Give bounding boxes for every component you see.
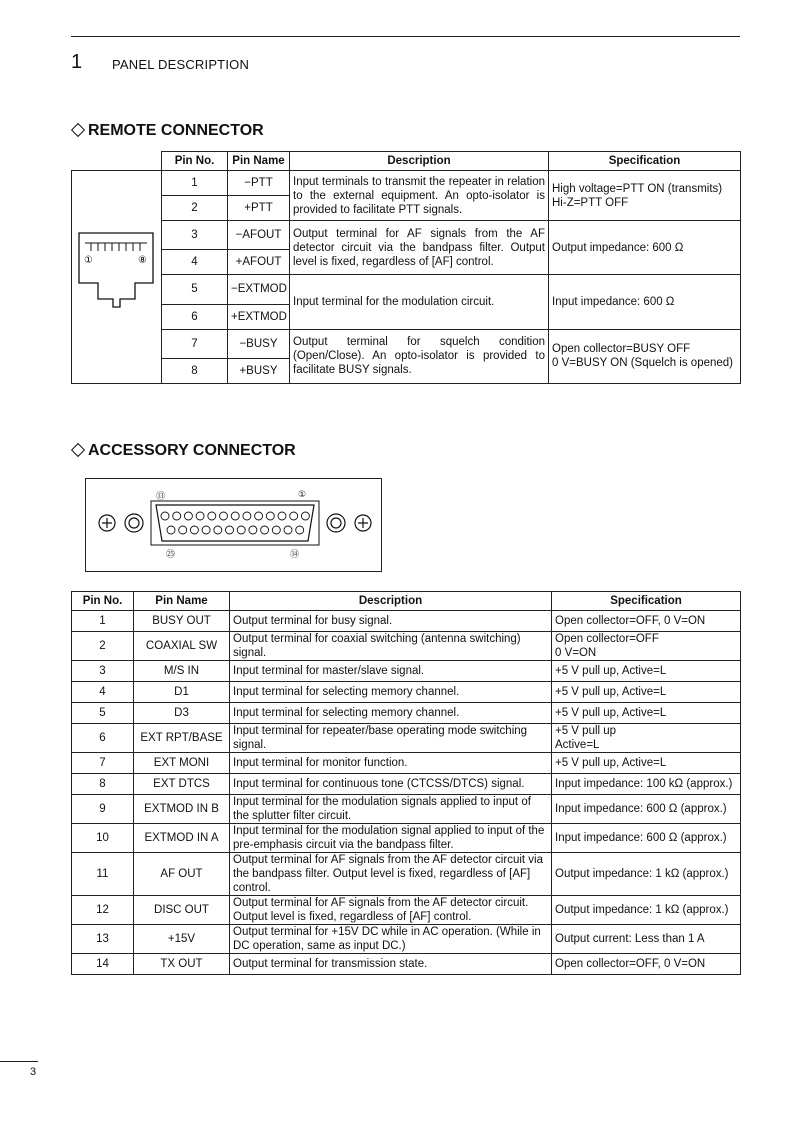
chapter-title: PANEL DESCRIPTION: [112, 57, 250, 72]
description: Input terminal for continuous tone (CTCSS/DTCS) signal.: [230, 774, 552, 795]
db25-pin-hole: [231, 512, 239, 520]
specification: Open collector=OFF, 0 V=ON: [552, 611, 741, 632]
description: Input terminal for the modulation signals applied to input of the splutter filter circuit.: [230, 795, 552, 824]
table-row: [72, 682, 741, 703]
specification: Open collector=OFF, 0 V=ON: [552, 954, 741, 975]
db25-pin-hole: [214, 526, 222, 534]
table-row: [72, 171, 741, 196]
pin-no: 7: [162, 329, 228, 358]
specification: Open collector=BUSY OFF 0 V=BUSY ON (Squelch is opened): [549, 329, 741, 383]
pin-name: −EXTMOD: [228, 275, 290, 304]
pin-name: BUSY OUT: [134, 611, 230, 632]
header-specification: Specification: [552, 592, 741, 611]
pin-no: 8: [72, 774, 134, 795]
table-row: [72, 275, 741, 304]
db25-pin-hole: [296, 526, 304, 534]
db25-pin-label-14: ⑭: [290, 549, 300, 559]
diamond-icon: [71, 443, 85, 457]
table-header-row: [72, 152, 741, 171]
db25-pin-hole: [272, 526, 280, 534]
pin-no: 5: [72, 703, 134, 724]
specification: Output impedance: 1 kΩ (approx.): [552, 853, 741, 896]
specification: Output impedance: 600 Ω: [549, 221, 741, 275]
pin-no: 5: [162, 275, 228, 304]
header-specification: Specification: [549, 152, 741, 171]
pin-no: 8: [162, 359, 228, 384]
description: Input terminal for the modulation circuit.: [290, 275, 549, 329]
table-row: [72, 853, 741, 896]
db25-pin-hole: [266, 512, 274, 520]
chapter-number: 1: [71, 51, 83, 73]
db25-pin-hole: [190, 526, 198, 534]
table-row: [72, 703, 741, 724]
rj45-connector-icon: [75, 171, 159, 379]
header-pin-name: Pin Name: [228, 152, 290, 171]
db25-pin-label-13: ⑬: [156, 491, 166, 501]
pin-name: −BUSY: [228, 329, 290, 358]
db25-pin-hole: [249, 526, 257, 534]
pin-no: 3: [162, 221, 228, 250]
table-row: [72, 824, 741, 853]
db25-pin-hole: [284, 526, 292, 534]
specification: +5 V pull up, Active=L: [552, 703, 741, 724]
description: Input terminal for master/slave signal.: [230, 661, 552, 682]
db25-pin-hole: [202, 526, 210, 534]
db25-pin-hole: [184, 512, 192, 520]
rj45-pin-label-1: ①: [84, 255, 93, 266]
pin-no: 2: [72, 632, 134, 661]
blank-header: [72, 152, 162, 171]
pin-name: DISC OUT: [134, 896, 230, 925]
specification: Input impedance: 600 Ω (approx.): [552, 824, 741, 853]
pin-no: 1: [72, 611, 134, 632]
description: Output terminal for busy signal.: [230, 611, 552, 632]
pin-name: +BUSY: [228, 359, 290, 384]
db25-pin-hole: [208, 512, 216, 520]
specification: Input impedance: 600 Ω: [549, 275, 741, 329]
page-header: [71, 36, 740, 75]
db25-pin-hole: [179, 526, 187, 534]
table-row: [72, 221, 741, 250]
db25-pin-label-1: ①: [298, 489, 307, 499]
description: Output terminal for +15V DC while in AC operation. (While in DC operation, same as input DC.): [230, 925, 552, 954]
table-row: [72, 329, 741, 358]
description: Input terminal for monitor function.: [230, 753, 552, 774]
db25-pin-hole: [220, 512, 228, 520]
description: Output terminal for AF signals from the AF detector circuit. Output level is fixed, regardless of [AF] control.: [230, 896, 552, 925]
specification: +5 V pull up, Active=L: [552, 661, 741, 682]
pin-name: D1: [134, 682, 230, 703]
pin-name: +AFOUT: [228, 250, 290, 275]
pin-name: EXT DTCS: [134, 774, 230, 795]
table-row: [72, 661, 741, 682]
pin-no: 9: [72, 795, 134, 824]
pin-no: 6: [72, 724, 134, 753]
pin-no: 12: [72, 896, 134, 925]
table-row: [72, 954, 741, 975]
pin-name: EXT MONI: [134, 753, 230, 774]
table-row: [72, 896, 741, 925]
header-description: Description: [230, 592, 552, 611]
pin-no: 11: [72, 853, 134, 896]
header-pin-name: Pin Name: [134, 592, 230, 611]
specification: Open collector=OFF 0 V=ON: [552, 632, 741, 661]
specification: Output impedance: 1 kΩ (approx.): [552, 896, 741, 925]
diamond-icon: [71, 123, 85, 137]
pin-name: TX OUT: [134, 954, 230, 975]
pin-name: COAXIAL SW: [134, 632, 230, 661]
description: Input terminal for repeater/base operating mode switching signal.: [230, 724, 552, 753]
table-row: [72, 632, 741, 661]
db25-pin-hole: [278, 512, 286, 520]
remote-connector-title: REMOTE CONNECTOR: [88, 122, 264, 139]
pin-no: 7: [72, 753, 134, 774]
table-row: [72, 774, 741, 795]
pin-name: +PTT: [228, 196, 290, 221]
db25-pin-hole: [226, 526, 234, 534]
table-row: [72, 724, 741, 753]
description: Input terminal for selecting memory channel.: [230, 682, 552, 703]
db25-pin-hole: [261, 526, 269, 534]
pin-no: 1: [162, 171, 228, 196]
specification: +5 V pull up, Active=L: [552, 753, 741, 774]
specification: Output current: Less than 1 A: [552, 925, 741, 954]
specification: +5 V pull up Active=L: [552, 724, 741, 753]
remote-connector-heading: [71, 122, 264, 140]
specification: Input impedance: 600 Ω (approx.): [552, 795, 741, 824]
header-description: Description: [290, 152, 549, 171]
rj45-pin-label-8: ⑧: [138, 255, 147, 266]
rj45-diagram-cell: [72, 171, 162, 384]
db25-pin-hole: [237, 526, 245, 534]
pin-name: +15V: [134, 925, 230, 954]
description: Output terminal for coaxial switching (antenna switching) signal.: [230, 632, 552, 661]
db25-pin-hole: [301, 512, 309, 520]
header-pin-no: Pin No.: [72, 592, 134, 611]
description: Input terminal for the modulation signal applied to input of the pre-emphasis circuit via the bandpass filter.: [230, 824, 552, 853]
pin-name: AF OUT: [134, 853, 230, 896]
db25-pin-hole: [167, 526, 175, 534]
accessory-connector-table: [71, 591, 741, 975]
table-row: [72, 925, 741, 954]
description: Input terminal for selecting memory channel.: [230, 703, 552, 724]
pin-no: 4: [72, 682, 134, 703]
pin-no: 10: [72, 824, 134, 853]
db25-pin-hole: [255, 512, 263, 520]
db25-pin-hole: [290, 512, 298, 520]
page-number: 3: [30, 1066, 37, 1078]
pin-no: 14: [72, 954, 134, 975]
header-pin-no: Pin No.: [162, 152, 228, 171]
description: Output terminal for squelch condition (Open/Close). An opto-isolator is provided to facilitate BUSY signals.: [290, 329, 549, 383]
accessory-connector-title: ACCESSORY CONNECTOR: [88, 442, 296, 459]
db25-pin-hole: [173, 512, 181, 520]
specification: Input impedance: 100 kΩ (approx.): [552, 774, 741, 795]
db25-pin-hole: [243, 512, 251, 520]
description: Output terminal for AF signals from the AF detector circuit via the bandpass filter. Output level is fixed, regardless of [AF] control.: [290, 221, 549, 275]
db25-pin-hole: [196, 512, 204, 520]
pin-no: 3: [72, 661, 134, 682]
pin-no: 6: [162, 304, 228, 329]
table-header-row: [72, 592, 741, 611]
table-row: [72, 795, 741, 824]
specification: +5 V pull up, Active=L: [552, 682, 741, 703]
description: Input terminals to transmit the repeater in relation to the external equipment. An opto-isolator is provided to facilitate PTT signals.: [290, 171, 549, 221]
table-row: [72, 611, 741, 632]
pin-name: EXT RPT/BASE: [134, 724, 230, 753]
db25-connector-diagram: [85, 478, 382, 572]
pin-name: −AFOUT: [228, 221, 290, 250]
footer-line: [0, 1061, 38, 1062]
description: Output terminal for transmission state.: [230, 954, 552, 975]
accessory-connector-heading: [71, 442, 296, 460]
pin-no: 4: [162, 250, 228, 275]
pin-name: EXTMOD IN A: [134, 824, 230, 853]
db25-connector-icon: [86, 479, 381, 571]
table-row: [72, 753, 741, 774]
db25-pin-label-25: ㉕: [166, 549, 176, 559]
pin-name: M/S IN: [134, 661, 230, 682]
pin-name: D3: [134, 703, 230, 724]
specification: High voltage=PTT ON (transmits) Hi-Z=PTT OFF: [549, 171, 741, 221]
pin-name: −PTT: [228, 171, 290, 196]
db25-pin-hole: [161, 512, 169, 520]
remote-connector-table: [71, 151, 741, 384]
pin-no: 13: [72, 925, 134, 954]
pin-name: EXTMOD IN B: [134, 795, 230, 824]
description: Output terminal for AF signals from the AF detector circuit via the bandpass filter. Output level is fixed, regardless of [AF] control.: [230, 853, 552, 896]
pin-name: +EXTMOD: [228, 304, 290, 329]
pin-no: 2: [162, 196, 228, 221]
